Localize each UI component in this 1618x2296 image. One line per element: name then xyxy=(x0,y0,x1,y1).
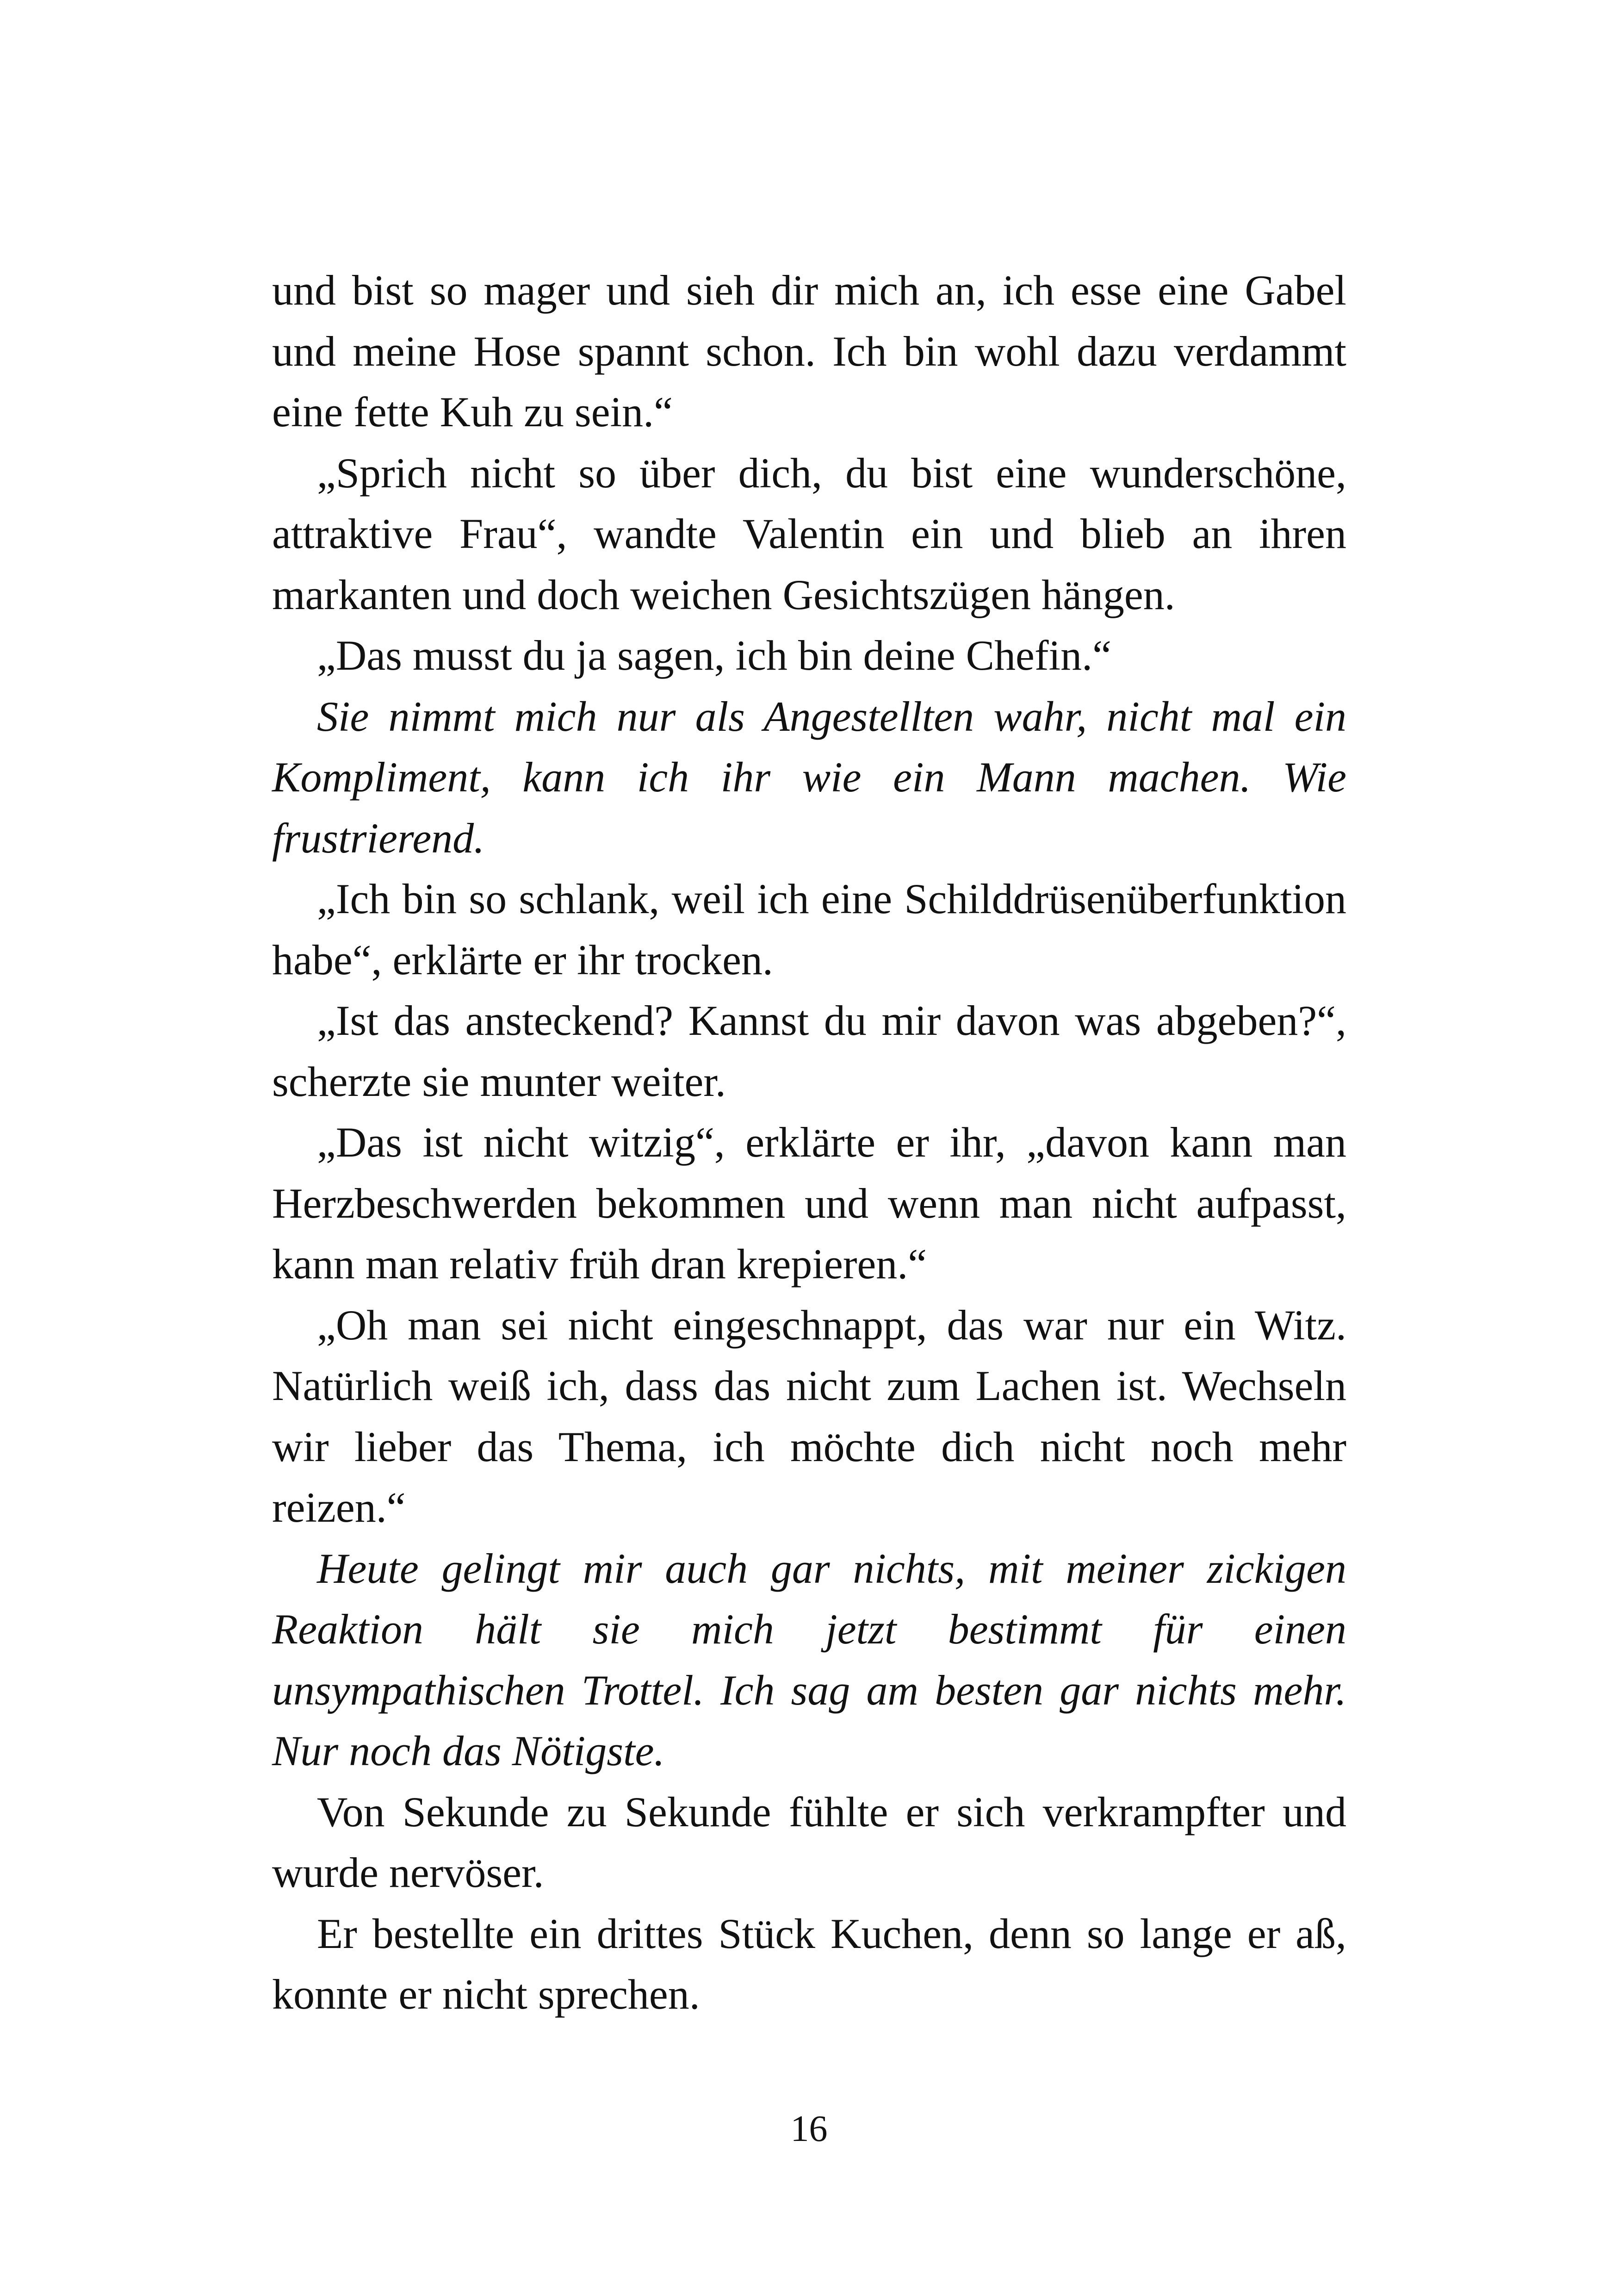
paragraph-narration: Von Sekunde zu Sekunde fühlte er sich verkrampfter und wurde nervöser. xyxy=(272,1788,1346,1896)
paragraph-dialogue-valentin: „Sprich nicht so über dich, du bist eine wunderschöne, attraktive Frau“, wandte Valentin ein und blieb an ihren markanten und doch weichen Gesichtszügen hängen. xyxy=(272,449,1346,618)
paragraph-dialogue: „Oh man sei nicht eingeschnappt, das war nur ein Witz. Natürlich weiß ich, dass das nicht zum Lachen ist. Wechseln wir lieber das Thema, ich möchte dich nicht noch mehr reizen.“ xyxy=(272,1301,1346,1531)
page-number: 16 xyxy=(790,2109,828,2149)
paragraph-thought: Sie nimmt mich nur als Angestellten wahr, nicht mal ein Kompliment, kann ich ihr wie ein Mann machen. Wie frustrierend. xyxy=(272,692,1346,862)
paragraph-narration: Er bestellte ein drittes Stück Kuchen, denn so lange er aß, konnte er nicht sprechen. xyxy=(272,1910,1346,2018)
paragraph-dialogue-chefin: „Das musst du ja sagen, ich bin deine Chefin.“ xyxy=(317,632,1111,679)
paragraph-dialogue: „Das ist nicht witzig“, erklärte er ihr, „davon kann man Herzbeschwerden bekommen und wenn man nicht aufpasst, kann man relativ früh dran krepieren.“ xyxy=(272,1119,1346,1288)
paragraph-continued-dialogue: und bist so mager und sieh dir mich an, ich esse eine Gabel und meine Hose spannt schon. Ich bin wohl dazu verdammt eine fette Kuh zu sein.“ xyxy=(272,267,1346,436)
paragraph-dialogue: „Ist das ansteckend? Kannst du mir davon was abgeben?“, scherzte sie munter weiter. xyxy=(272,997,1346,1105)
body-text xyxy=(272,260,1346,2025)
paragraph-thought: Heute gelingt mir auch gar nichts, mit meiner zickigen Reaktion hält sie mich jetzt bestimmt für einen unsympathischen Trottel. Ich sag am besten gar nichts mehr. Nur noch das Nötigste. xyxy=(272,1544,1346,1774)
paragraph-dialogue: „Ich bin so schlank, weil ich eine Schilddrüsenüberfunktion habe“, erklärte er ihr trocken. xyxy=(272,875,1346,983)
